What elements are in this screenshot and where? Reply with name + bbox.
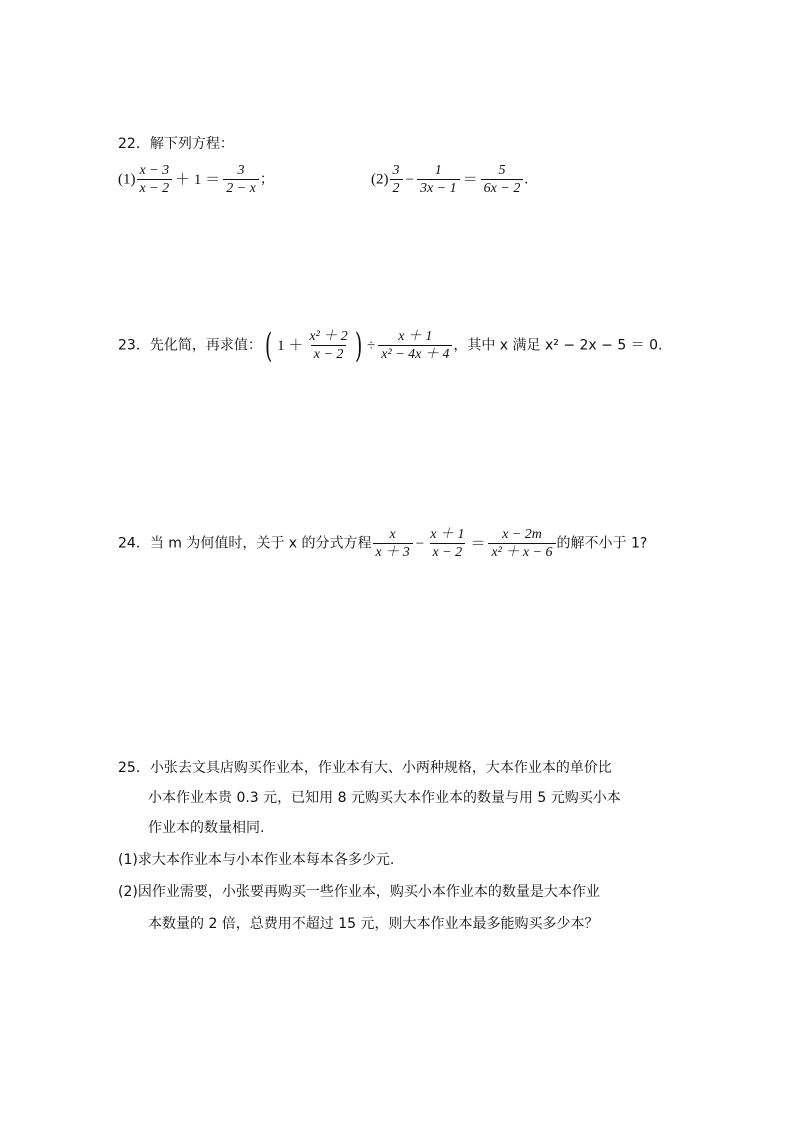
q23-right-paren: ) [354, 325, 363, 366]
q24-frac3: $\frac{x - 2m}{\text{x² ＋ x − 6}}$ [488, 526, 555, 561]
q22-part1 [118, 162, 274, 197]
q22-part2-eq: ＝ [462, 171, 478, 188]
q22-part2-minus: − [405, 171, 414, 188]
q25-line1: 25．小张去文具店购买作业本，作业本有大、小两种规格，大本作业本的单价比 [118, 760, 612, 776]
q23-prefix: 23．先化简，再求值： [118, 337, 262, 354]
q24 [118, 526, 647, 561]
q24-minus: − [415, 535, 425, 552]
q25-line6: 本数量的 2 倍，总费用不超过 15 元，则大本作业本最多能购买多少本？ [148, 916, 599, 932]
q24-frac1: $\frac{x}{x + 3}$ [373, 526, 413, 561]
q23-left-paren: ( [264, 325, 273, 366]
q22-part2-end: . [524, 171, 529, 188]
q23-divide: ÷ [367, 337, 376, 354]
q25-line3: 作业本的数量相同. [148, 820, 265, 836]
q22-part2-frac1: $\frac{3}{2}$ [390, 162, 403, 197]
q23-frac2: $\frac{x + 1}{\text{x² − 4x ＋ 4}}$ [378, 328, 452, 363]
q23-frac1: $\frac{\text{x² ＋ 2}}{x - 2}$ [309, 329, 348, 362]
q22-part2-label: (2) [371, 171, 389, 188]
q24-prefix: 24．当 m 为何值时，关于 x 的分式方程 [118, 535, 372, 552]
q22-part1-plus: ＋ 1 ＝ [175, 171, 221, 188]
q22-part1-frac1: $\frac{x - 3}{x - 2}$ [137, 162, 173, 197]
q22-part1-frac2: $\frac{3}{2 - x}$ [223, 162, 259, 197]
q22-header: 22．解下列方程： [118, 136, 234, 152]
q22-part2-frac3: $\frac{5}{6x - 2}$ [481, 162, 524, 197]
q23-one-plus: 1 ＋ [277, 337, 304, 354]
q22-part1-label: (1) [118, 171, 136, 188]
q25-line4: (1)求大本作业本与小本作业本每本各多少元. [118, 852, 395, 868]
q22-part1-end: ； [259, 171, 274, 188]
q25-line5: (2)因作业需要，小张要再购买一些作业本，购买小本作业本的数量是大本作业 [118, 884, 600, 900]
q25-line2: 小本作业本贵 0.3 元，已知用 8 元购买大本作业本的数量与用 5 元购买小本 [148, 790, 621, 806]
q24-eq: ＝ [470, 535, 486, 552]
q23 [118, 325, 663, 366]
q24-frac2: $\frac{x + 1}{x - 2}$ [430, 527, 465, 560]
q22-part2 [371, 162, 528, 197]
q23-suffix: ，其中 x 满足 x² − 2x − 5 ＝ 0. [453, 337, 663, 354]
q24-suffix: 的解不小于 1? [556, 535, 648, 552]
q22-part2-frac2: $\frac{1}{3x - 1}$ [417, 162, 460, 197]
